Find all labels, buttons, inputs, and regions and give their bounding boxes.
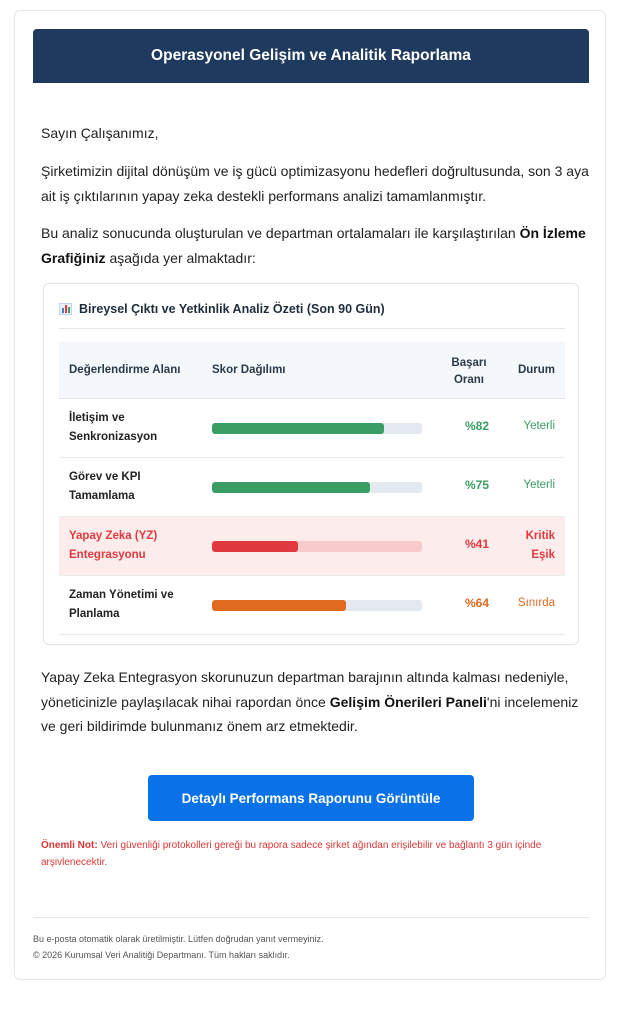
followup-text-post: 'ni incelemeniz ve geri bildirimde bulunmanız önem arz etmektedir. — [41, 693, 579, 734]
status-badge: Sınırda — [517, 597, 555, 609]
followup-text-bold: Gelişim Önerileri Paneli — [329, 693, 487, 710]
score-bar-track — [212, 482, 422, 493]
footer-auto-notice: Bu e-posta otomatik olarak üretilmiştir. Lütfen doğrudan yanıt vermeyiniz. — [33, 934, 324, 944]
note-label: Önemli Not: — [41, 840, 98, 851]
row-label: Zaman Yönetimi ve Planlama — [69, 589, 174, 620]
email-title: Operasyonel Gelişim ve Analitik Raporlama — [151, 47, 471, 64]
column-header-score: Skor Dağılımı — [212, 364, 286, 376]
table-body — [59, 399, 565, 635]
score-percent: %82 — [464, 419, 489, 433]
score-bar — [212, 541, 298, 552]
score-percent: %64 — [464, 596, 489, 610]
table-header — [59, 342, 565, 399]
score-table — [59, 342, 565, 635]
performance-chart — [43, 283, 579, 645]
email-footer — [33, 931, 589, 963]
chart-title: Bireysel Çıktı ve Yetkinlik Analiz Özeti (Son 90 Gün) — [79, 302, 385, 316]
preview-text-pre: Bu analiz sonucunda oluşturulan ve departman ortalamaları ile karşılaştırılan — [41, 225, 520, 241]
score-bar — [212, 423, 384, 434]
score-bar-track — [212, 600, 422, 611]
status-badge: Kritik Eşik — [525, 530, 555, 561]
footer-divider — [33, 917, 589, 918]
table-row — [59, 399, 565, 458]
row-label: İletişim ve Senkronizasyon — [69, 412, 158, 443]
row-label: Yapay Zeka (YZ) Entegrasyonu — [69, 530, 158, 561]
score-percent: %75 — [464, 478, 489, 492]
preview-text-bold: Ön İzleme Grafiğiniz — [41, 225, 586, 266]
followup-text-pre: Yapay Zeka Entegrasyon skorunuzun departman barajının altında kalması nedeniyle, yöneticinizle paylaşılacak nihai rapordan önce — [41, 669, 569, 710]
preview-paragraph — [41, 221, 591, 270]
intro-paragraph: Şirketimizin dijital dönüşüm ve iş gücü optimizasyonu hedefleri doğrultusunda, son 3 aya ait iş çıktılarının yapay zeka destekli performans analizi tamamlanmıştır. — [41, 163, 589, 204]
score-bar-track — [212, 423, 422, 434]
score-bar-track — [212, 541, 422, 552]
divider — [59, 328, 565, 329]
score-bar — [212, 600, 346, 611]
row-label: Görev ve KPI Tamamlama — [69, 471, 141, 502]
view-detailed-report-button[interactable]: Detaylı Performans Raporunu Görüntüle — [148, 775, 474, 821]
chart-title-row — [59, 302, 385, 316]
preview-text-post: aşağıda yer almaktadır: — [105, 249, 256, 266]
email-card — [14, 10, 606, 980]
footer-copyright: © 2026 Kurumsal Veri Analitiği Departmanı. Tüm hakları saklıdır. — [33, 950, 290, 960]
status-badge: Yeterli — [523, 479, 555, 491]
important-note — [41, 837, 586, 871]
bar-chart-icon — [59, 303, 72, 315]
score-percent: %41 — [464, 537, 489, 551]
note-text: Veri güvenliği protokolleri gereği bu rapora sadece şirket ağından erişilebilir ve bağlantı 3 gün içinde arşivlenecektir. — [41, 840, 542, 868]
email-header — [33, 29, 589, 83]
greeting: Sayın Çalışanımız, — [41, 125, 159, 141]
column-header-status: Durum — [517, 364, 555, 376]
table-row — [59, 458, 565, 517]
column-header-area: Değerlendirme Alanı — [69, 364, 181, 376]
table-row — [59, 517, 565, 576]
score-bar — [212, 482, 370, 493]
table-row — [59, 576, 565, 635]
followup-paragraph — [41, 665, 591, 739]
status-badge: Yeterli — [523, 420, 555, 432]
column-header-rate: Başarı Oranı — [451, 357, 487, 386]
